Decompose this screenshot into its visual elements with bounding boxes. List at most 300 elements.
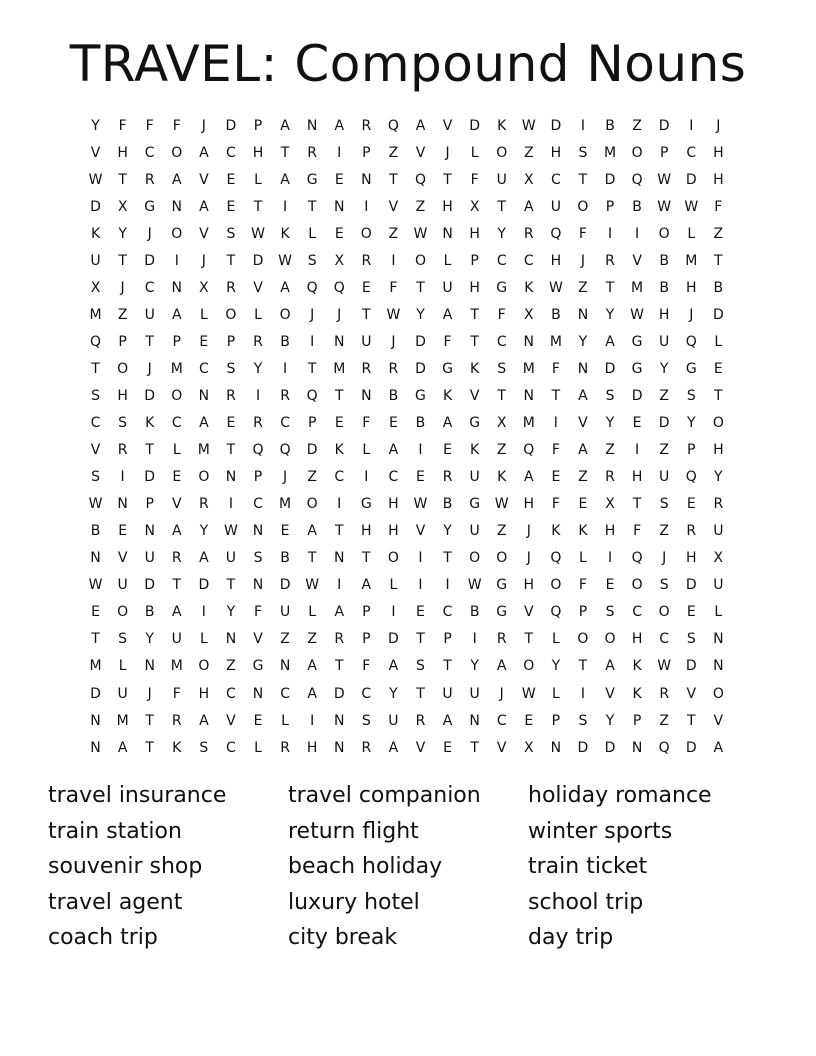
- grid-cell[interactable]: P: [632, 712, 642, 729]
- grid-cell[interactable]: A: [307, 658, 317, 675]
- grid-cell[interactable]: R: [226, 279, 236, 296]
- grid-cell[interactable]: W: [630, 306, 645, 323]
- grid-cell[interactable]: Y: [605, 306, 615, 323]
- grid-cell[interactable]: O: [712, 415, 724, 432]
- grid-cell[interactable]: U: [496, 171, 507, 188]
- grid-cell[interactable]: H: [469, 279, 480, 296]
- grid-cell[interactable]: B: [659, 279, 669, 296]
- grid-cell[interactable]: F: [172, 685, 181, 702]
- grid-cell[interactable]: O: [279, 306, 291, 323]
- grid-cell[interactable]: A: [442, 712, 453, 729]
- grid-cell[interactable]: U: [659, 469, 670, 486]
- grid-cell[interactable]: Q: [252, 442, 264, 459]
- grid-cell[interactable]: Q: [631, 550, 643, 567]
- grid-cell[interactable]: W: [657, 198, 672, 215]
- grid-cell[interactable]: L: [199, 306, 208, 323]
- grid-cell[interactable]: O: [117, 360, 129, 377]
- grid-cell[interactable]: Z: [659, 442, 669, 459]
- grid-cell[interactable]: L: [443, 252, 452, 269]
- grid-cell[interactable]: A: [578, 442, 588, 459]
- grid-cell[interactable]: Z: [496, 523, 507, 540]
- grid-cell[interactable]: B: [144, 604, 155, 621]
- grid-cell[interactable]: U: [713, 577, 724, 594]
- grid-cell[interactable]: B: [659, 252, 669, 269]
- grid-cell[interactable]: O: [496, 550, 508, 567]
- grid-cell[interactable]: H: [604, 523, 616, 540]
- grid-cell[interactable]: A: [171, 306, 182, 323]
- grid-cell[interactable]: B: [280, 333, 290, 350]
- grid-cell[interactable]: N: [334, 739, 345, 756]
- grid-cell[interactable]: T: [443, 550, 452, 567]
- grid-cell[interactable]: T: [605, 279, 615, 296]
- grid-cell[interactable]: H: [442, 198, 453, 215]
- grid-cell[interactable]: A: [361, 577, 372, 594]
- grid-cell[interactable]: I: [391, 604, 396, 621]
- grid-cell[interactable]: L: [254, 739, 262, 756]
- grid-cell[interactable]: Q: [90, 333, 102, 350]
- grid-cell[interactable]: T: [443, 658, 452, 675]
- grid-cell[interactable]: R: [280, 387, 290, 404]
- grid-cell[interactable]: D: [604, 171, 616, 188]
- grid-cell[interactable]: R: [388, 360, 399, 377]
- grid-cell[interactable]: L: [389, 577, 398, 594]
- grid-cell[interactable]: P: [443, 631, 452, 648]
- grid-cell[interactable]: M: [170, 360, 183, 377]
- grid-cell[interactable]: F: [551, 442, 560, 459]
- grid-cell[interactable]: R: [659, 685, 670, 702]
- grid-cell[interactable]: N: [334, 198, 345, 215]
- grid-cell[interactable]: O: [469, 550, 481, 567]
- grid-cell[interactable]: O: [550, 577, 562, 594]
- grid-cell[interactable]: H: [469, 225, 480, 242]
- grid-cell[interactable]: S: [118, 631, 128, 648]
- grid-cell[interactable]: F: [551, 360, 560, 377]
- grid-cell[interactable]: K: [524, 279, 534, 296]
- grid-cell[interactable]: A: [199, 550, 209, 567]
- grid-cell[interactable]: H: [198, 685, 210, 702]
- grid-cell[interactable]: Q: [387, 117, 399, 134]
- grid-cell[interactable]: J: [391, 333, 396, 350]
- grid-cell[interactable]: E: [226, 415, 236, 432]
- grid-cell[interactable]: U: [117, 685, 128, 702]
- grid-cell[interactable]: S: [118, 415, 128, 432]
- grid-cell[interactable]: J: [201, 117, 206, 134]
- grid-cell[interactable]: K: [90, 225, 101, 242]
- grid-cell[interactable]: S: [199, 739, 209, 756]
- grid-cell[interactable]: D: [604, 739, 616, 756]
- grid-cell[interactable]: N: [361, 387, 372, 404]
- grid-cell[interactable]: L: [199, 631, 208, 648]
- grid-cell[interactable]: S: [686, 387, 696, 404]
- grid-cell[interactable]: D: [90, 198, 101, 215]
- grid-cell[interactable]: Y: [605, 712, 615, 729]
- grid-cell[interactable]: D: [577, 739, 589, 756]
- grid-cell[interactable]: U: [442, 685, 453, 702]
- grid-cell[interactable]: J: [526, 550, 531, 567]
- grid-cell[interactable]: E: [578, 496, 588, 513]
- grid-cell[interactable]: A: [334, 604, 345, 621]
- grid-cell[interactable]: B: [388, 387, 399, 404]
- grid-cell[interactable]: D: [90, 685, 101, 702]
- grid-cell[interactable]: H: [361, 523, 372, 540]
- grid-cell[interactable]: F: [389, 279, 398, 296]
- grid-cell[interactable]: T: [416, 279, 425, 296]
- grid-cell[interactable]: Y: [578, 333, 588, 350]
- grid-cell[interactable]: K: [470, 360, 480, 377]
- grid-cell[interactable]: P: [118, 333, 127, 350]
- grid-cell[interactable]: R: [117, 442, 128, 459]
- grid-cell[interactable]: G: [415, 387, 426, 404]
- grid-cell[interactable]: Q: [550, 550, 562, 567]
- grid-cell[interactable]: L: [714, 604, 723, 621]
- grid-cell[interactable]: T: [524, 631, 534, 648]
- grid-cell[interactable]: N: [90, 739, 101, 756]
- grid-cell[interactable]: N: [442, 225, 453, 242]
- grid-cell[interactable]: Z: [578, 469, 588, 486]
- grid-cell[interactable]: B: [280, 550, 290, 567]
- grid-cell[interactable]: E: [361, 279, 371, 296]
- grid-cell[interactable]: H: [713, 442, 724, 459]
- grid-cell[interactable]: Y: [470, 658, 479, 675]
- grid-cell[interactable]: J: [445, 144, 450, 161]
- grid-cell[interactable]: D: [712, 306, 724, 323]
- grid-cell[interactable]: P: [253, 117, 263, 134]
- grid-cell[interactable]: D: [685, 171, 697, 188]
- grid-cell[interactable]: S: [253, 550, 263, 567]
- grid-cell[interactable]: B: [632, 198, 642, 215]
- grid-cell[interactable]: N: [225, 631, 237, 648]
- grid-cell[interactable]: T: [226, 252, 236, 269]
- grid-cell[interactable]: Y: [686, 415, 696, 432]
- grid-cell[interactable]: G: [469, 496, 481, 513]
- grid-cell[interactable]: Q: [306, 387, 318, 404]
- grid-cell[interactable]: Z: [605, 442, 615, 459]
- grid-cell[interactable]: T: [334, 523, 344, 540]
- grid-cell[interactable]: E: [199, 333, 209, 350]
- grid-cell[interactable]: W: [548, 279, 563, 296]
- grid-cell[interactable]: Z: [632, 117, 642, 134]
- grid-cell[interactable]: S: [307, 252, 317, 269]
- grid-cell[interactable]: F: [172, 117, 181, 134]
- grid-cell[interactable]: N: [334, 712, 345, 729]
- grid-cell[interactable]: P: [362, 631, 371, 648]
- grid-cell[interactable]: X: [605, 496, 615, 513]
- grid-cell[interactable]: W: [521, 685, 536, 702]
- grid-cell[interactable]: D: [388, 631, 399, 648]
- grid-cell[interactable]: R: [307, 144, 318, 161]
- grid-cell[interactable]: O: [360, 225, 372, 242]
- grid-cell[interactable]: M: [197, 442, 210, 459]
- grid-cell[interactable]: D: [658, 415, 670, 432]
- grid-cell[interactable]: K: [334, 442, 344, 459]
- grid-cell[interactable]: P: [470, 252, 479, 269]
- grid-cell[interactable]: D: [144, 469, 156, 486]
- grid-cell[interactable]: Y: [605, 415, 615, 432]
- grid-cell[interactable]: N: [225, 469, 237, 486]
- grid-cell[interactable]: V: [496, 739, 507, 756]
- grid-cell[interactable]: N: [90, 712, 101, 729]
- grid-cell[interactable]: G: [252, 658, 264, 675]
- grid-cell[interactable]: T: [334, 387, 344, 404]
- grid-cell[interactable]: I: [418, 550, 423, 567]
- grid-cell[interactable]: D: [415, 360, 426, 377]
- grid-cell[interactable]: R: [361, 739, 372, 756]
- grid-cell[interactable]: R: [280, 739, 290, 756]
- grid-cell[interactable]: T: [145, 739, 154, 756]
- grid-cell[interactable]: C: [361, 685, 372, 702]
- grid-cell[interactable]: W: [521, 117, 536, 134]
- grid-cell[interactable]: E: [416, 469, 425, 486]
- grid-cell[interactable]: R: [361, 117, 372, 134]
- grid-cell[interactable]: C: [226, 739, 236, 756]
- grid-cell[interactable]: J: [147, 360, 152, 377]
- grid-cell[interactable]: Y: [145, 631, 154, 648]
- grid-cell[interactable]: R: [713, 496, 724, 513]
- grid-cell[interactable]: A: [496, 658, 507, 675]
- grid-cell[interactable]: U: [117, 577, 128, 594]
- grid-cell[interactable]: G: [631, 333, 643, 350]
- grid-cell[interactable]: C: [388, 469, 399, 486]
- grid-cell[interactable]: J: [689, 306, 694, 323]
- grid-cell[interactable]: O: [577, 198, 589, 215]
- grid-cell[interactable]: W: [224, 523, 238, 540]
- grid-cell[interactable]: S: [659, 577, 669, 594]
- grid-cell[interactable]: O: [171, 144, 183, 161]
- grid-cell[interactable]: V: [415, 144, 426, 161]
- grid-cell[interactable]: R: [253, 333, 263, 350]
- grid-cell[interactable]: T: [145, 712, 154, 729]
- grid-cell[interactable]: O: [171, 387, 183, 404]
- grid-cell[interactable]: N: [469, 712, 480, 729]
- grid-cell[interactable]: F: [362, 415, 371, 432]
- grid-cell[interactable]: W: [413, 225, 428, 242]
- grid-cell[interactable]: T: [362, 306, 371, 323]
- grid-cell[interactable]: X: [523, 306, 534, 323]
- grid-cell[interactable]: C: [632, 604, 642, 621]
- grid-cell[interactable]: I: [283, 360, 288, 377]
- grid-cell[interactable]: W: [657, 658, 672, 675]
- grid-cell[interactable]: Z: [659, 712, 669, 729]
- grid-cell[interactable]: W: [494, 496, 509, 513]
- grid-cell[interactable]: C: [334, 469, 345, 486]
- grid-cell[interactable]: S: [226, 360, 236, 377]
- grid-cell[interactable]: K: [145, 415, 155, 432]
- grid-cell[interactable]: Z: [659, 387, 669, 404]
- grid-cell[interactable]: T: [686, 712, 696, 729]
- grid-cell[interactable]: G: [306, 171, 318, 188]
- grid-cell[interactable]: Q: [550, 604, 562, 621]
- grid-cell[interactable]: N: [90, 550, 101, 567]
- grid-cell[interactable]: W: [251, 225, 265, 242]
- grid-cell[interactable]: Q: [685, 333, 697, 350]
- grid-cell[interactable]: I: [580, 117, 586, 134]
- grid-cell[interactable]: T: [551, 387, 561, 404]
- grid-cell[interactable]: H: [713, 144, 724, 161]
- grid-cell[interactable]: C: [144, 144, 155, 161]
- grid-cell[interactable]: A: [199, 415, 209, 432]
- grid-cell[interactable]: U: [659, 333, 670, 350]
- grid-cell[interactable]: M: [89, 658, 102, 675]
- grid-cell[interactable]: W: [413, 496, 428, 513]
- grid-cell[interactable]: X: [90, 279, 101, 296]
- grid-cell[interactable]: E: [226, 171, 236, 188]
- grid-cell[interactable]: S: [416, 658, 425, 675]
- grid-cell[interactable]: I: [553, 415, 558, 432]
- grid-cell[interactable]: A: [117, 739, 128, 756]
- grid-cell[interactable]: J: [526, 523, 531, 540]
- grid-cell[interactable]: H: [550, 252, 562, 269]
- grid-cell[interactable]: D: [550, 117, 562, 134]
- grid-cell[interactable]: E: [253, 712, 263, 729]
- grid-cell[interactable]: C: [686, 144, 697, 161]
- grid-cell[interactable]: Y: [443, 523, 452, 540]
- grid-cell[interactable]: E: [416, 604, 425, 621]
- grid-cell[interactable]: W: [684, 198, 699, 215]
- grid-cell[interactable]: V: [605, 685, 615, 702]
- grid-cell[interactable]: W: [386, 306, 401, 323]
- grid-cell[interactable]: M: [522, 360, 535, 377]
- grid-cell[interactable]: A: [605, 333, 615, 350]
- grid-cell[interactable]: E: [172, 469, 182, 486]
- grid-cell[interactable]: D: [685, 577, 697, 594]
- grid-cell[interactable]: A: [442, 306, 453, 323]
- grid-cell[interactable]: X: [117, 198, 128, 215]
- grid-cell[interactable]: H: [713, 171, 724, 188]
- grid-cell[interactable]: L: [579, 550, 587, 567]
- grid-cell[interactable]: G: [469, 415, 481, 432]
- grid-cell[interactable]: U: [144, 550, 155, 567]
- grid-cell[interactable]: W: [88, 171, 103, 188]
- grid-cell[interactable]: N: [279, 658, 291, 675]
- grid-cell[interactable]: T: [307, 360, 317, 377]
- grid-cell[interactable]: S: [91, 469, 100, 486]
- grid-cell[interactable]: N: [713, 658, 724, 675]
- grid-cell[interactable]: W: [467, 577, 482, 594]
- grid-cell[interactable]: D: [225, 117, 237, 134]
- grid-cell[interactable]: T: [443, 171, 452, 188]
- grid-cell[interactable]: I: [174, 252, 179, 269]
- grid-cell[interactable]: P: [687, 442, 696, 459]
- grid-cell[interactable]: M: [549, 333, 562, 350]
- grid-cell[interactable]: R: [686, 523, 697, 540]
- grid-cell[interactable]: S: [578, 144, 588, 161]
- grid-cell[interactable]: X: [713, 550, 724, 567]
- grid-cell[interactable]: R: [442, 469, 453, 486]
- grid-cell[interactable]: A: [713, 739, 724, 756]
- grid-cell[interactable]: Y: [199, 523, 209, 540]
- grid-cell[interactable]: P: [551, 712, 561, 729]
- grid-cell[interactable]: Z: [388, 144, 399, 161]
- grid-cell[interactable]: T: [470, 306, 479, 323]
- grid-cell[interactable]: A: [307, 685, 317, 702]
- grid-cell[interactable]: A: [388, 442, 399, 459]
- grid-cell[interactable]: W: [278, 252, 292, 269]
- grid-cell[interactable]: Z: [307, 631, 317, 648]
- grid-cell[interactable]: Z: [415, 198, 426, 215]
- grid-cell[interactable]: S: [497, 360, 507, 377]
- grid-cell[interactable]: E: [226, 198, 236, 215]
- grid-cell[interactable]: A: [171, 171, 182, 188]
- grid-cell[interactable]: T: [253, 198, 263, 215]
- grid-cell[interactable]: L: [254, 171, 262, 188]
- grid-cell[interactable]: O: [387, 550, 399, 567]
- grid-cell[interactable]: K: [497, 117, 507, 134]
- grid-cell[interactable]: C: [280, 415, 290, 432]
- grid-cell[interactable]: Y: [416, 306, 425, 323]
- grid-cell[interactable]: H: [550, 144, 562, 161]
- grid-cell[interactable]: J: [310, 306, 315, 323]
- grid-cell[interactable]: H: [523, 496, 535, 513]
- grid-cell[interactable]: T: [389, 171, 398, 188]
- grid-cell[interactable]: T: [362, 550, 371, 567]
- grid-cell[interactable]: L: [551, 631, 560, 648]
- grid-cell[interactable]: Z: [713, 225, 724, 242]
- grid-cell[interactable]: E: [334, 171, 344, 188]
- grid-cell[interactable]: J: [337, 306, 342, 323]
- grid-cell[interactable]: U: [90, 252, 101, 269]
- grid-cell[interactable]: V: [253, 631, 263, 648]
- grid-cell[interactable]: I: [228, 496, 233, 513]
- grid-cell[interactable]: Z: [523, 144, 534, 161]
- grid-cell[interactable]: I: [635, 442, 640, 459]
- grid-cell[interactable]: N: [198, 387, 210, 404]
- grid-cell[interactable]: D: [144, 387, 156, 404]
- grid-cell[interactable]: D: [604, 360, 616, 377]
- grid-cell[interactable]: C: [280, 685, 290, 702]
- grid-cell[interactable]: Z: [226, 658, 236, 675]
- grid-cell[interactable]: L: [308, 604, 317, 621]
- grid-cell[interactable]: I: [337, 144, 342, 161]
- grid-cell[interactable]: A: [171, 604, 182, 621]
- grid-cell[interactable]: P: [226, 333, 236, 350]
- grid-cell[interactable]: T: [714, 252, 723, 269]
- grid-cell[interactable]: J: [147, 685, 152, 702]
- grid-cell[interactable]: N: [334, 550, 345, 567]
- grid-cell[interactable]: N: [252, 523, 264, 540]
- grid-cell[interactable]: R: [171, 550, 182, 567]
- grid-cell[interactable]: V: [713, 712, 724, 729]
- grid-cell[interactable]: Z: [307, 469, 317, 486]
- grid-cell[interactable]: P: [659, 144, 669, 161]
- grid-cell[interactable]: P: [362, 144, 371, 161]
- grid-cell[interactable]: O: [631, 144, 643, 161]
- grid-cell[interactable]: Y: [226, 604, 236, 621]
- grid-cell[interactable]: U: [171, 631, 182, 648]
- grid-cell[interactable]: H: [631, 631, 643, 648]
- grid-cell[interactable]: N: [577, 306, 589, 323]
- grid-cell[interactable]: L: [362, 442, 371, 459]
- grid-cell[interactable]: D: [469, 117, 481, 134]
- grid-cell[interactable]: O: [225, 306, 237, 323]
- grid-cell[interactable]: E: [686, 496, 696, 513]
- grid-cell[interactable]: C: [496, 252, 507, 269]
- grid-cell[interactable]: I: [607, 225, 613, 242]
- grid-cell[interactable]: M: [89, 306, 102, 323]
- grid-cell[interactable]: J: [283, 469, 288, 486]
- grid-cell[interactable]: U: [388, 712, 399, 729]
- grid-cell[interactable]: C: [226, 685, 236, 702]
- grid-cell[interactable]: T: [497, 198, 506, 215]
- grid-cell[interactable]: K: [172, 739, 182, 756]
- grid-cell[interactable]: I: [418, 442, 423, 459]
- grid-cell[interactable]: O: [712, 685, 724, 702]
- grid-cell[interactable]: I: [418, 577, 423, 594]
- grid-cell[interactable]: D: [415, 333, 426, 350]
- grid-cell[interactable]: P: [362, 604, 371, 621]
- grid-cell[interactable]: A: [334, 117, 345, 134]
- grid-cell[interactable]: C: [171, 415, 182, 432]
- grid-cell[interactable]: K: [280, 225, 290, 242]
